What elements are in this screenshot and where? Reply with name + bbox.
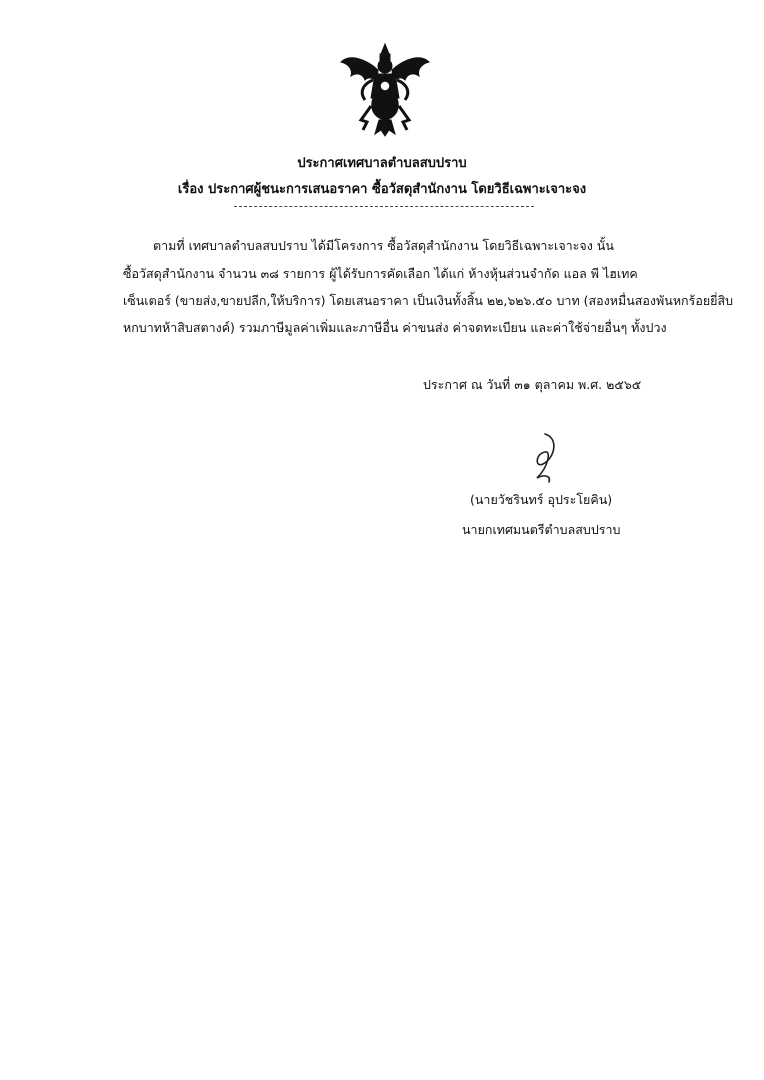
body-line: เซ็นเตอร์ (ขายส่ง,ขายปลีก,ให้บริการ) โดยเสนอราคา เป็นเงินทั้งสิ้น ๒๒,๖๒๖.๕๐ บาท (สองหมื่นสองพันหกร้อยยี่สิบ bbox=[123, 293, 734, 308]
announcement-date: ประกาศ ณ วันที่ ๓๑ ตุลาคม พ.ศ. ๒๕๖๕ bbox=[423, 377, 642, 392]
signer-position: นายกเทศมนตรีตำบลสบปราบ bbox=[462, 522, 621, 537]
signature bbox=[515, 430, 575, 485]
announcement-subject: เรื่อง ประกาศผู้ชนะการเสนอราคา ซื้อวัสดุสำนักงาน โดยวิธีเฉพาะเจาะจง bbox=[177, 182, 587, 197]
garuda-emblem-icon bbox=[335, 40, 435, 140]
body-line: ตามที่ เทศบาลตำบลสบปราบ ได้มีโครงการ ซื้อวัสดุสำนักงาน โดยวิธีเฉพาะเจาะจง นั้น bbox=[153, 238, 614, 253]
body-line: หกบาทห้าสิบสตางค์) รวมภาษีมูลค่าเพิ่มและภาษีอื่น ค่าขนส่ง ค่าจดทะเบียน และค่าใช้จ่ายอื่นๆ ทั้งปวง bbox=[123, 320, 667, 335]
signer-name: (นายวัชรินทร์ อุประโยคิน) bbox=[470, 492, 613, 507]
announcement-heading: ประกาศเทศบาลตำบลสบปราบ bbox=[297, 156, 467, 171]
divider bbox=[234, 206, 534, 207]
body-line: ซื้อวัสดุสำนักงาน จำนวน ๓๘ รายการ ผู้ได้รับการคัดเลือก ได้แก่ ห้างหุ้นส่วนจำกัด แอล พี ไฮเทค bbox=[123, 266, 638, 281]
